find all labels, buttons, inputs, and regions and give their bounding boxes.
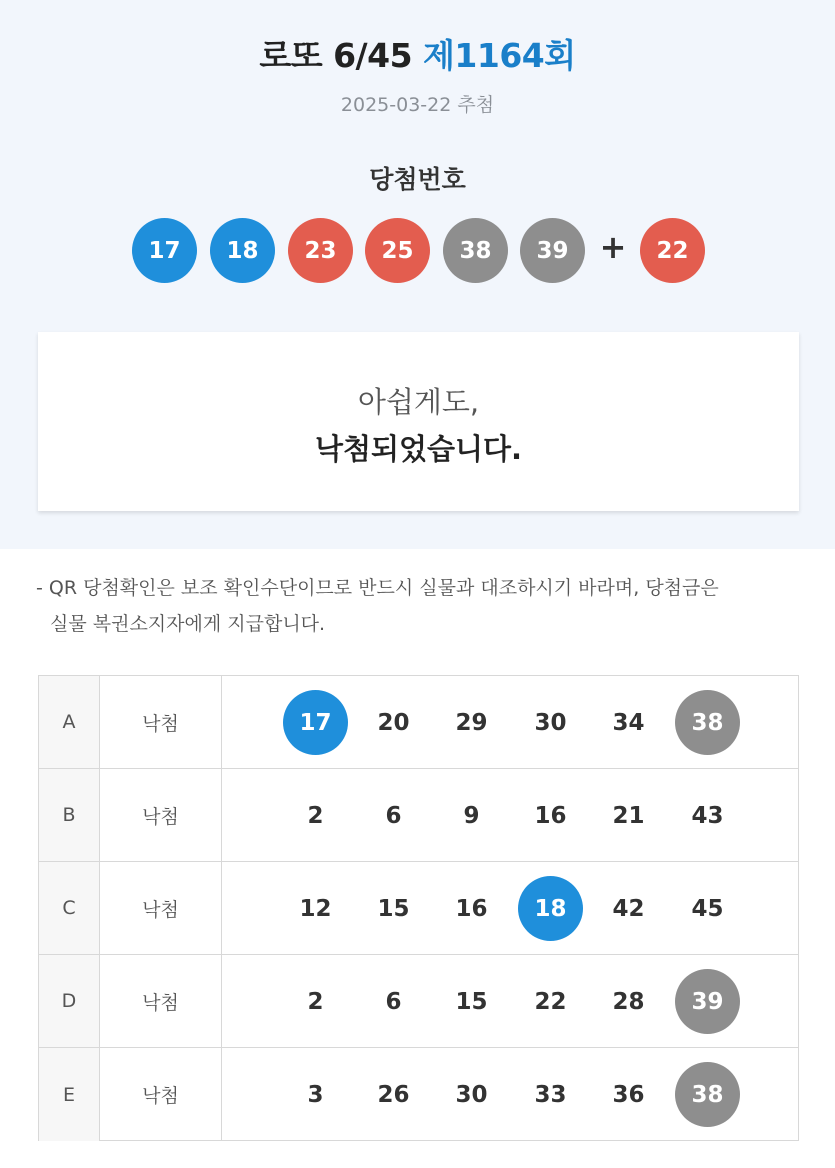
game-status: 낙첨 (100, 676, 222, 768)
result-card (38, 332, 799, 511)
game-number: 16 (534, 802, 567, 829)
game-letter: D (39, 955, 100, 1047)
game-status: 낙첨 (100, 955, 222, 1047)
winning-ball: 38 (443, 218, 508, 283)
game-number: 30 (534, 709, 567, 736)
game-number: 6 (385, 802, 402, 829)
game-letter: B (39, 769, 100, 861)
game-number: 45 (691, 895, 724, 922)
game-status: 낙첨 (100, 862, 222, 954)
result-status: 낙첨되었습니다. (314, 432, 523, 466)
round-number: 제1164회 (423, 36, 576, 75)
game-number: 3 (307, 1081, 324, 1108)
game-number: 16 (455, 895, 488, 922)
game-letter: A (39, 676, 100, 768)
plus-icon: + (599, 228, 627, 266)
qr-notice (36, 570, 806, 642)
game-number: 28 (612, 988, 645, 1015)
winning-ball: 39 (520, 218, 585, 283)
game-number: 6 (385, 988, 402, 1015)
game-number: 43 (691, 802, 724, 829)
game-number: 9 (463, 802, 480, 829)
game-number: 12 (299, 895, 332, 922)
winning-ball: 25 (365, 218, 430, 283)
winning-ball: 17 (132, 218, 197, 283)
game-row (39, 676, 798, 769)
game-status: 낙첨 (100, 769, 222, 861)
winning-numbers-label: 당첨번호 (369, 165, 466, 194)
game-number: 2 (307, 802, 324, 829)
game-number: 15 (377, 895, 410, 922)
game-number: 15 (455, 988, 488, 1015)
game-number: 22 (534, 988, 567, 1015)
matched-number-ball: 39 (675, 969, 740, 1034)
matched-number-ball: 38 (675, 690, 740, 755)
game-number: 36 (612, 1081, 645, 1108)
page-title (0, 30, 835, 77)
draw-date: 2025-03-22 추첨 (340, 94, 495, 116)
game-letter: E (39, 1048, 100, 1141)
notice-line1: - QR 당첨확인은 보조 확인수단이므로 반드시 실물과 대조하시기 바라며, 당첨금은 (36, 577, 719, 599)
draw-summary-panel (0, 0, 835, 549)
game-row (39, 862, 798, 955)
game-status: 낙첨 (100, 1048, 222, 1141)
game-number: 34 (612, 709, 645, 736)
notice-line2: 실물 복권소지자에게 지급합니다. (50, 613, 326, 635)
game-number: 2 (307, 988, 324, 1015)
winning-ball: 18 (210, 218, 275, 283)
matched-number-ball: 18 (518, 876, 583, 941)
bonus-ball: 22 (640, 218, 705, 283)
game-row (39, 955, 798, 1048)
game-number: 30 (455, 1081, 488, 1108)
game-number: 26 (377, 1081, 410, 1108)
game-row (39, 1048, 798, 1141)
result-message: 아쉽게도, (357, 385, 480, 419)
game-number: 42 (612, 895, 645, 922)
game-number: 29 (455, 709, 488, 736)
game-number: 33 (534, 1081, 567, 1108)
games-table (38, 675, 799, 1141)
title-prefix: 로또 6/45 (259, 36, 413, 75)
game-row (39, 769, 798, 862)
matched-number-ball: 38 (675, 1062, 740, 1127)
winning-ball: 23 (288, 218, 353, 283)
game-number: 21 (612, 802, 645, 829)
game-letter: C (39, 862, 100, 954)
matched-number-ball: 17 (283, 690, 348, 755)
game-number: 20 (377, 709, 410, 736)
